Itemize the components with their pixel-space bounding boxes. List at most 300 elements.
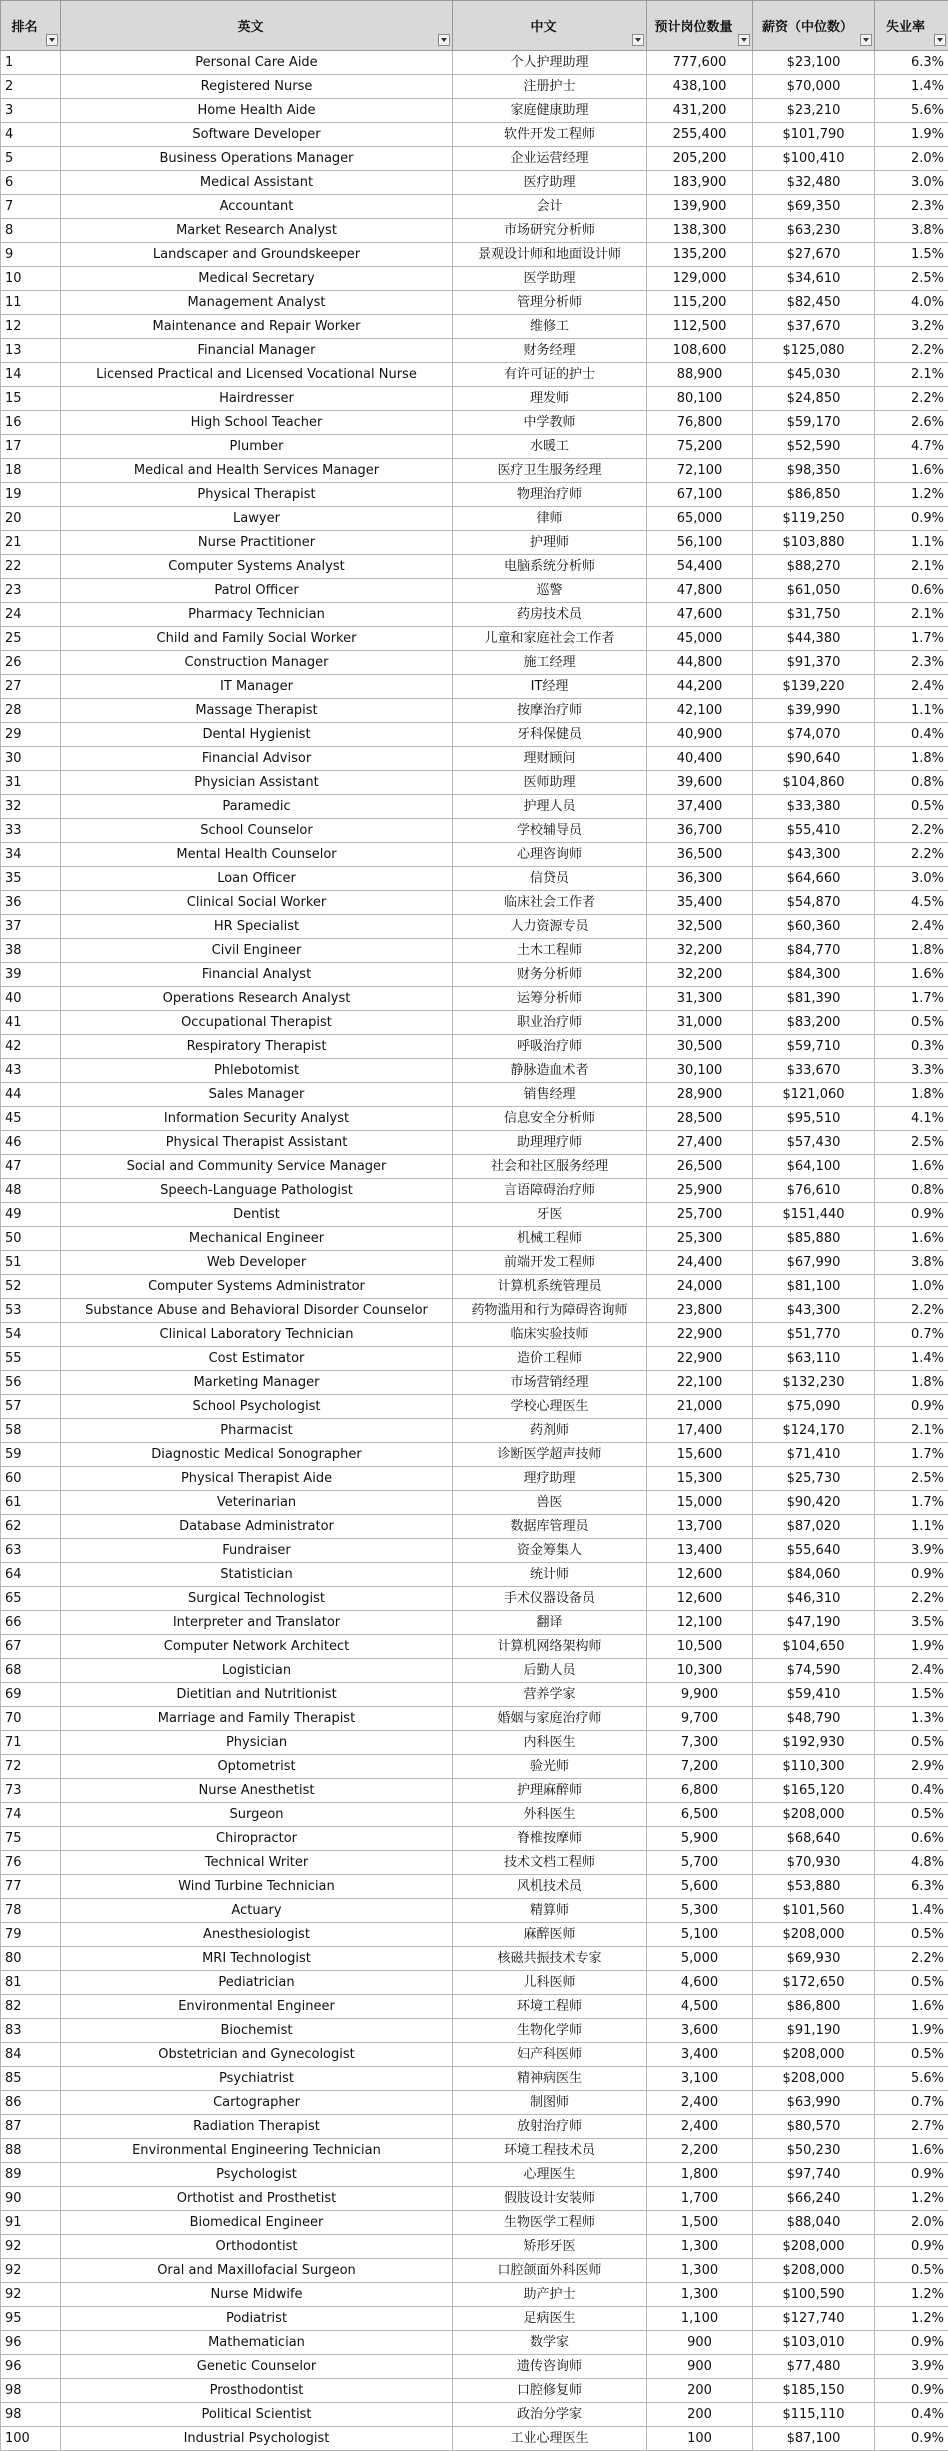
english-name-cell[interactable]: Phlebotomist: [61, 1059, 453, 1083]
salary-cell[interactable]: $71,410: [753, 1443, 875, 1467]
openings-cell[interactable]: 75,200: [647, 435, 753, 459]
openings-cell[interactable]: 7,300: [647, 1731, 753, 1755]
salary-cell[interactable]: $68,640: [753, 1827, 875, 1851]
openings-cell[interactable]: 30,500: [647, 1035, 753, 1059]
unemployment-cell[interactable]: 0.8%: [875, 1179, 948, 1203]
english-name-cell[interactable]: Hairdresser: [61, 387, 453, 411]
unemployment-cell[interactable]: 3.5%: [875, 1611, 948, 1635]
rank-cell[interactable]: 43: [1, 1059, 61, 1083]
openings-cell[interactable]: 5,600: [647, 1875, 753, 1899]
openings-cell[interactable]: 22,900: [647, 1323, 753, 1347]
chinese-name-cell[interactable]: 儿科医师: [453, 1971, 647, 1995]
english-name-cell[interactable]: Prosthodontist: [61, 2379, 453, 2403]
chinese-name-cell[interactable]: 技术文档工程师: [453, 1851, 647, 1875]
chinese-name-cell[interactable]: 营养学家: [453, 1683, 647, 1707]
openings-cell[interactable]: 39,600: [647, 771, 753, 795]
unemployment-cell[interactable]: 5.6%: [875, 99, 948, 123]
salary-cell[interactable]: $83,200: [753, 1011, 875, 1035]
filter-dropdown-icon[interactable]: [632, 34, 644, 46]
salary-cell[interactable]: $208,000: [753, 2067, 875, 2091]
rank-cell[interactable]: 95: [1, 2307, 61, 2331]
salary-cell[interactable]: $63,990: [753, 2091, 875, 2115]
unemployment-cell[interactable]: 0.6%: [875, 1827, 948, 1851]
openings-cell[interactable]: 2,400: [647, 2115, 753, 2139]
unemployment-cell[interactable]: 2.4%: [875, 915, 948, 939]
english-name-cell[interactable]: Actuary: [61, 1899, 453, 1923]
rank-cell[interactable]: 25: [1, 627, 61, 651]
salary-cell[interactable]: $84,300: [753, 963, 875, 987]
chinese-name-cell[interactable]: 放射治疗师: [453, 2115, 647, 2139]
chinese-name-cell[interactable]: 职业治疗师: [453, 1011, 647, 1035]
chinese-name-cell[interactable]: 财务分析师: [453, 963, 647, 987]
unemployment-cell[interactable]: 1.6%: [875, 2139, 948, 2163]
salary-cell[interactable]: $100,410: [753, 147, 875, 171]
salary-cell[interactable]: $81,390: [753, 987, 875, 1011]
unemployment-cell[interactable]: 2.5%: [875, 267, 948, 291]
english-name-cell[interactable]: Podiatrist: [61, 2307, 453, 2331]
openings-cell[interactable]: 44,200: [647, 675, 753, 699]
unemployment-cell[interactable]: 2.1%: [875, 555, 948, 579]
chinese-name-cell[interactable]: 医疗助理: [453, 171, 647, 195]
rank-cell[interactable]: 44: [1, 1083, 61, 1107]
chinese-name-cell[interactable]: 数学家: [453, 2331, 647, 2355]
salary-cell[interactable]: $80,570: [753, 2115, 875, 2139]
rank-cell[interactable]: 4: [1, 123, 61, 147]
rank-cell[interactable]: 75: [1, 1827, 61, 1851]
rank-cell[interactable]: 19: [1, 483, 61, 507]
unemployment-cell[interactable]: 6.3%: [875, 1875, 948, 1899]
unemployment-cell[interactable]: 0.7%: [875, 1323, 948, 1347]
chinese-name-cell[interactable]: 麻醉医师: [453, 1923, 647, 1947]
salary-cell[interactable]: $95,510: [753, 1107, 875, 1131]
openings-cell[interactable]: 200: [647, 2379, 753, 2403]
english-name-cell[interactable]: Anesthesiologist: [61, 1923, 453, 1947]
rank-cell[interactable]: 6: [1, 171, 61, 195]
openings-cell[interactable]: 1,300: [647, 2283, 753, 2307]
english-name-cell[interactable]: Physical Therapist: [61, 483, 453, 507]
chinese-name-cell[interactable]: 医疗卫生服务经理: [453, 459, 647, 483]
rank-cell[interactable]: 66: [1, 1611, 61, 1635]
rank-cell[interactable]: 10: [1, 267, 61, 291]
chinese-name-cell[interactable]: 核磁共振技术专家: [453, 1947, 647, 1971]
english-name-cell[interactable]: Logistician: [61, 1659, 453, 1683]
chinese-name-cell[interactable]: 兽医: [453, 1491, 647, 1515]
salary-cell[interactable]: $67,990: [753, 1251, 875, 1275]
rank-cell[interactable]: 92: [1, 2259, 61, 2283]
unemployment-cell[interactable]: 2.3%: [875, 651, 948, 675]
english-name-cell[interactable]: Licensed Practical and Licensed Vocational Nurse: [61, 363, 453, 387]
openings-cell[interactable]: 36,500: [647, 843, 753, 867]
openings-cell[interactable]: 1,300: [647, 2259, 753, 2283]
salary-cell[interactable]: $208,000: [753, 2235, 875, 2259]
chinese-name-cell[interactable]: 社会和社区服务经理: [453, 1155, 647, 1179]
unemployment-cell[interactable]: 3.8%: [875, 219, 948, 243]
rank-cell[interactable]: 65: [1, 1587, 61, 1611]
english-name-cell[interactable]: Industrial Psychologist: [61, 2427, 453, 2451]
english-name-cell[interactable]: Surgeon: [61, 1803, 453, 1827]
unemployment-cell[interactable]: 1.3%: [875, 1707, 948, 1731]
rank-cell[interactable]: 84: [1, 2043, 61, 2067]
unemployment-cell[interactable]: 1.1%: [875, 699, 948, 723]
unemployment-cell[interactable]: 2.3%: [875, 195, 948, 219]
english-name-cell[interactable]: Respiratory Therapist: [61, 1035, 453, 1059]
rank-cell[interactable]: 88: [1, 2139, 61, 2163]
rank-cell[interactable]: 14: [1, 363, 61, 387]
chinese-name-cell[interactable]: 助理理疗师: [453, 1131, 647, 1155]
english-name-cell[interactable]: Market Research Analyst: [61, 219, 453, 243]
english-name-cell[interactable]: Mental Health Counselor: [61, 843, 453, 867]
unemployment-cell[interactable]: 0.9%: [875, 2235, 948, 2259]
unemployment-cell[interactable]: 1.8%: [875, 1371, 948, 1395]
chinese-name-cell[interactable]: 药剂师: [453, 1419, 647, 1443]
chinese-name-cell[interactable]: 言语障碍治疗师: [453, 1179, 647, 1203]
english-name-cell[interactable]: Physician: [61, 1731, 453, 1755]
english-name-cell[interactable]: Substance Abuse and Behavioral Disorder Counselor: [61, 1299, 453, 1323]
rank-cell[interactable]: 21: [1, 531, 61, 555]
chinese-name-cell[interactable]: 呼吸治疗师: [453, 1035, 647, 1059]
openings-cell[interactable]: 22,100: [647, 1371, 753, 1395]
unemployment-cell[interactable]: 0.8%: [875, 771, 948, 795]
chinese-name-cell[interactable]: 景观设计师和地面设计师: [453, 243, 647, 267]
rank-cell[interactable]: 91: [1, 2211, 61, 2235]
english-name-cell[interactable]: Political Scientist: [61, 2403, 453, 2427]
rank-cell[interactable]: 71: [1, 1731, 61, 1755]
rank-cell[interactable]: 96: [1, 2355, 61, 2379]
rank-cell[interactable]: 22: [1, 555, 61, 579]
unemployment-cell[interactable]: 1.5%: [875, 243, 948, 267]
english-name-cell[interactable]: HR Specialist: [61, 915, 453, 939]
english-name-cell[interactable]: Marketing Manager: [61, 1371, 453, 1395]
chinese-name-cell[interactable]: IT经理: [453, 675, 647, 699]
unemployment-cell[interactable]: 2.1%: [875, 1419, 948, 1443]
chinese-name-cell[interactable]: 护理师: [453, 531, 647, 555]
openings-cell[interactable]: 138,300: [647, 219, 753, 243]
unemployment-cell[interactable]: 1.0%: [875, 1275, 948, 1299]
openings-cell[interactable]: 2,200: [647, 2139, 753, 2163]
english-name-cell[interactable]: Pediatrician: [61, 1971, 453, 1995]
unemployment-cell[interactable]: 2.0%: [875, 147, 948, 171]
rank-cell[interactable]: 81: [1, 1971, 61, 1995]
rank-cell[interactable]: 17: [1, 435, 61, 459]
unemployment-cell[interactable]: 0.5%: [875, 1731, 948, 1755]
unemployment-cell[interactable]: 0.4%: [875, 1779, 948, 1803]
openings-cell[interactable]: 56,100: [647, 531, 753, 555]
salary-cell[interactable]: $90,420: [753, 1491, 875, 1515]
salary-cell[interactable]: $69,350: [753, 195, 875, 219]
english-name-cell[interactable]: Patrol Officer: [61, 579, 453, 603]
openings-cell[interactable]: 10,500: [647, 1635, 753, 1659]
rank-cell[interactable]: 64: [1, 1563, 61, 1587]
rank-cell[interactable]: 96: [1, 2331, 61, 2355]
unemployment-cell[interactable]: 1.7%: [875, 1491, 948, 1515]
unemployment-cell[interactable]: 1.8%: [875, 939, 948, 963]
chinese-name-cell[interactable]: 风机技术员: [453, 1875, 647, 1899]
english-name-cell[interactable]: Physical Therapist Aide: [61, 1467, 453, 1491]
english-name-cell[interactable]: Speech-Language Pathologist: [61, 1179, 453, 1203]
english-name-cell[interactable]: Financial Analyst: [61, 963, 453, 987]
english-name-cell[interactable]: IT Manager: [61, 675, 453, 699]
chinese-name-cell[interactable]: 维修工: [453, 315, 647, 339]
openings-cell[interactable]: 28,500: [647, 1107, 753, 1131]
english-name-cell[interactable]: Environmental Engineer: [61, 1995, 453, 2019]
openings-cell[interactable]: 1,300: [647, 2235, 753, 2259]
english-name-cell[interactable]: Software Developer: [61, 123, 453, 147]
rank-cell[interactable]: 32: [1, 795, 61, 819]
openings-cell[interactable]: 42,100: [647, 699, 753, 723]
english-name-cell[interactable]: Physician Assistant: [61, 771, 453, 795]
english-name-cell[interactable]: Radiation Therapist: [61, 2115, 453, 2139]
openings-cell[interactable]: 32,200: [647, 939, 753, 963]
rank-cell[interactable]: 63: [1, 1539, 61, 1563]
unemployment-cell[interactable]: 1.7%: [875, 627, 948, 651]
unemployment-cell[interactable]: 0.9%: [875, 2379, 948, 2403]
unemployment-cell[interactable]: 1.6%: [875, 1155, 948, 1179]
unemployment-cell[interactable]: 1.9%: [875, 2019, 948, 2043]
english-name-cell[interactable]: Clinical Social Worker: [61, 891, 453, 915]
filter-dropdown-icon[interactable]: [934, 34, 946, 46]
chinese-name-cell[interactable]: 妇产科医师: [453, 2043, 647, 2067]
openings-cell[interactable]: 205,200: [647, 147, 753, 171]
chinese-name-cell[interactable]: 护理麻醉师: [453, 1779, 647, 1803]
chinese-name-cell[interactable]: 学校辅导员: [453, 819, 647, 843]
openings-cell[interactable]: 36,700: [647, 819, 753, 843]
unemployment-cell[interactable]: 0.5%: [875, 1803, 948, 1827]
chinese-name-cell[interactable]: 诊断医学超声技师: [453, 1443, 647, 1467]
english-name-cell[interactable]: Fundraiser: [61, 1539, 453, 1563]
unemployment-cell[interactable]: 2.4%: [875, 1659, 948, 1683]
salary-cell[interactable]: $208,000: [753, 1923, 875, 1947]
salary-cell[interactable]: $132,230: [753, 1371, 875, 1395]
rank-cell[interactable]: 41: [1, 1011, 61, 1035]
unemployment-cell[interactable]: 0.9%: [875, 2331, 948, 2355]
english-name-cell[interactable]: Information Security Analyst: [61, 1107, 453, 1131]
unemployment-cell[interactable]: 1.2%: [875, 2283, 948, 2307]
filter-dropdown-icon[interactable]: [438, 34, 450, 46]
chinese-name-cell[interactable]: 牙科保健员: [453, 723, 647, 747]
english-name-cell[interactable]: School Psychologist: [61, 1395, 453, 1419]
openings-cell[interactable]: 9,900: [647, 1683, 753, 1707]
english-name-cell[interactable]: Operations Research Analyst: [61, 987, 453, 1011]
openings-cell[interactable]: 5,300: [647, 1899, 753, 1923]
unemployment-cell[interactable]: 1.9%: [875, 123, 948, 147]
chinese-name-cell[interactable]: 遗传咨询师: [453, 2355, 647, 2379]
chinese-name-cell[interactable]: 学校心理医生: [453, 1395, 647, 1419]
openings-cell[interactable]: 67,100: [647, 483, 753, 507]
english-name-cell[interactable]: Occupational Therapist: [61, 1011, 453, 1035]
rank-cell[interactable]: 61: [1, 1491, 61, 1515]
chinese-name-cell[interactable]: 销售经理: [453, 1083, 647, 1107]
openings-cell[interactable]: 13,700: [647, 1515, 753, 1539]
rank-cell[interactable]: 59: [1, 1443, 61, 1467]
unemployment-cell[interactable]: 1.6%: [875, 459, 948, 483]
chinese-name-cell[interactable]: 前端开发工程师: [453, 1251, 647, 1275]
unemployment-cell[interactable]: 1.4%: [875, 75, 948, 99]
english-name-cell[interactable]: Orthotist and Prosthetist: [61, 2187, 453, 2211]
english-name-cell[interactable]: Massage Therapist: [61, 699, 453, 723]
english-name-cell[interactable]: Technical Writer: [61, 1851, 453, 1875]
chinese-name-cell[interactable]: 政治分学家: [453, 2403, 647, 2427]
unemployment-cell[interactable]: 3.8%: [875, 1251, 948, 1275]
unemployment-cell[interactable]: 0.5%: [875, 2259, 948, 2283]
rank-cell[interactable]: 56: [1, 1371, 61, 1395]
english-name-cell[interactable]: Dentist: [61, 1203, 453, 1227]
english-name-cell[interactable]: Child and Family Social Worker: [61, 627, 453, 651]
rank-cell[interactable]: 28: [1, 699, 61, 723]
english-name-cell[interactable]: Database Administrator: [61, 1515, 453, 1539]
english-name-cell[interactable]: Dental Hygienist: [61, 723, 453, 747]
salary-cell[interactable]: $74,590: [753, 1659, 875, 1683]
openings-cell[interactable]: 72,100: [647, 459, 753, 483]
chinese-name-cell[interactable]: 施工经理: [453, 651, 647, 675]
openings-cell[interactable]: 26,500: [647, 1155, 753, 1179]
salary-cell[interactable]: $76,610: [753, 1179, 875, 1203]
salary-cell[interactable]: $87,100: [753, 2427, 875, 2451]
unemployment-cell[interactable]: 2.6%: [875, 411, 948, 435]
chinese-name-cell[interactable]: 医学助理: [453, 267, 647, 291]
openings-cell[interactable]: 10,300: [647, 1659, 753, 1683]
rank-cell[interactable]: 47: [1, 1155, 61, 1179]
openings-cell[interactable]: 27,400: [647, 1131, 753, 1155]
openings-cell[interactable]: 1,100: [647, 2307, 753, 2331]
unemployment-cell[interactable]: 0.9%: [875, 1563, 948, 1587]
english-name-cell[interactable]: Marriage and Family Therapist: [61, 1707, 453, 1731]
rank-cell[interactable]: 52: [1, 1275, 61, 1299]
rank-cell[interactable]: 26: [1, 651, 61, 675]
english-name-cell[interactable]: Social and Community Service Manager: [61, 1155, 453, 1179]
salary-cell[interactable]: $100,590: [753, 2283, 875, 2307]
chinese-name-cell[interactable]: 药物滥用和行为障碍咨询师: [453, 1299, 647, 1323]
rank-cell[interactable]: 74: [1, 1803, 61, 1827]
rank-cell[interactable]: 7: [1, 195, 61, 219]
openings-cell[interactable]: 36,300: [647, 867, 753, 891]
openings-cell[interactable]: 129,000: [647, 267, 753, 291]
english-name-cell[interactable]: Management Analyst: [61, 291, 453, 315]
chinese-name-cell[interactable]: 足病医生: [453, 2307, 647, 2331]
filter-dropdown-icon[interactable]: [860, 34, 872, 46]
unemployment-cell[interactable]: 2.5%: [875, 1131, 948, 1155]
openings-cell[interactable]: 24,000: [647, 1275, 753, 1299]
openings-cell[interactable]: 54,400: [647, 555, 753, 579]
rank-cell[interactable]: 86: [1, 2091, 61, 2115]
unemployment-cell[interactable]: 0.5%: [875, 1971, 948, 1995]
rank-cell[interactable]: 12: [1, 315, 61, 339]
rank-cell[interactable]: 5: [1, 147, 61, 171]
english-name-cell[interactable]: Oral and Maxillofacial Surgeon: [61, 2259, 453, 2283]
openings-cell[interactable]: 438,100: [647, 75, 753, 99]
rank-cell[interactable]: 13: [1, 339, 61, 363]
salary-cell[interactable]: $110,300: [753, 1755, 875, 1779]
chinese-name-cell[interactable]: 水暖工: [453, 435, 647, 459]
rank-cell[interactable]: 87: [1, 2115, 61, 2139]
openings-cell[interactable]: 23,800: [647, 1299, 753, 1323]
english-name-cell[interactable]: Biomedical Engineer: [61, 2211, 453, 2235]
salary-cell[interactable]: $70,000: [753, 75, 875, 99]
salary-cell[interactable]: $91,370: [753, 651, 875, 675]
chinese-name-cell[interactable]: 市场营销经理: [453, 1371, 647, 1395]
unemployment-cell[interactable]: 2.2%: [875, 1299, 948, 1323]
chinese-name-cell[interactable]: 计算机系统管理员: [453, 1275, 647, 1299]
rank-cell[interactable]: 69: [1, 1683, 61, 1707]
rank-cell[interactable]: 38: [1, 939, 61, 963]
salary-cell[interactable]: $127,740: [753, 2307, 875, 2331]
salary-cell[interactable]: $64,100: [753, 1155, 875, 1179]
salary-cell[interactable]: $59,710: [753, 1035, 875, 1059]
rank-cell[interactable]: 50: [1, 1227, 61, 1251]
chinese-name-cell[interactable]: 律师: [453, 507, 647, 531]
salary-cell[interactable]: $50,230: [753, 2139, 875, 2163]
rank-cell[interactable]: 79: [1, 1923, 61, 1947]
english-name-cell[interactable]: MRI Technologist: [61, 1947, 453, 1971]
salary-cell[interactable]: $54,870: [753, 891, 875, 915]
unemployment-cell[interactable]: 2.2%: [875, 819, 948, 843]
english-name-cell[interactable]: Accountant: [61, 195, 453, 219]
salary-cell[interactable]: $101,560: [753, 1899, 875, 1923]
chinese-name-cell[interactable]: 统计师: [453, 1563, 647, 1587]
salary-cell[interactable]: $115,110: [753, 2403, 875, 2427]
salary-cell[interactable]: $23,210: [753, 99, 875, 123]
salary-cell[interactable]: $86,800: [753, 1995, 875, 2019]
rank-cell[interactable]: 11: [1, 291, 61, 315]
chinese-name-cell[interactable]: 人力资源专员: [453, 915, 647, 939]
openings-cell[interactable]: 88,900: [647, 363, 753, 387]
unemployment-cell[interactable]: 0.5%: [875, 1011, 948, 1035]
salary-cell[interactable]: $59,170: [753, 411, 875, 435]
chinese-name-cell[interactable]: 环境工程技术员: [453, 2139, 647, 2163]
rank-cell[interactable]: 31: [1, 771, 61, 795]
english-name-cell[interactable]: Paramedic: [61, 795, 453, 819]
openings-cell[interactable]: 1,500: [647, 2211, 753, 2235]
unemployment-cell[interactable]: 4.5%: [875, 891, 948, 915]
english-name-cell[interactable]: Business Operations Manager: [61, 147, 453, 171]
unemployment-cell[interactable]: 2.1%: [875, 603, 948, 627]
rank-cell[interactable]: 80: [1, 1947, 61, 1971]
openings-cell[interactable]: 5,100: [647, 1923, 753, 1947]
openings-cell[interactable]: 12,600: [647, 1563, 753, 1587]
unemployment-cell[interactable]: 0.9%: [875, 2427, 948, 2451]
salary-cell[interactable]: $34,610: [753, 267, 875, 291]
salary-cell[interactable]: $151,440: [753, 1203, 875, 1227]
chinese-name-cell[interactable]: 中学教师: [453, 411, 647, 435]
rank-cell[interactable]: 57: [1, 1395, 61, 1419]
rank-cell[interactable]: 98: [1, 2379, 61, 2403]
rank-cell[interactable]: 73: [1, 1779, 61, 1803]
rank-cell[interactable]: 8: [1, 219, 61, 243]
openings-cell[interactable]: 200: [647, 2403, 753, 2427]
chinese-name-cell[interactable]: 口腔颌面外科医师: [453, 2259, 647, 2283]
chinese-name-cell[interactable]: 管理分析师: [453, 291, 647, 315]
chinese-name-cell[interactable]: 会计: [453, 195, 647, 219]
openings-cell[interactable]: 183,900: [647, 171, 753, 195]
rank-cell[interactable]: 78: [1, 1899, 61, 1923]
chinese-name-cell[interactable]: 信息安全分析师: [453, 1107, 647, 1131]
salary-cell[interactable]: $85,880: [753, 1227, 875, 1251]
english-name-cell[interactable]: Wind Turbine Technician: [61, 1875, 453, 1899]
rank-cell[interactable]: 92: [1, 2235, 61, 2259]
english-name-cell[interactable]: Home Health Aide: [61, 99, 453, 123]
openings-cell[interactable]: 40,400: [647, 747, 753, 771]
unemployment-cell[interactable]: 2.2%: [875, 387, 948, 411]
rank-cell[interactable]: 46: [1, 1131, 61, 1155]
salary-cell[interactable]: $55,640: [753, 1539, 875, 1563]
salary-cell[interactable]: $23,100: [753, 51, 875, 75]
rank-cell[interactable]: 24: [1, 603, 61, 627]
rank-cell[interactable]: 77: [1, 1875, 61, 1899]
salary-cell[interactable]: $74,070: [753, 723, 875, 747]
english-name-cell[interactable]: Pharmacist: [61, 1419, 453, 1443]
unemployment-cell[interactable]: 0.9%: [875, 2163, 948, 2187]
salary-cell[interactable]: $37,670: [753, 315, 875, 339]
salary-cell[interactable]: $101,790: [753, 123, 875, 147]
